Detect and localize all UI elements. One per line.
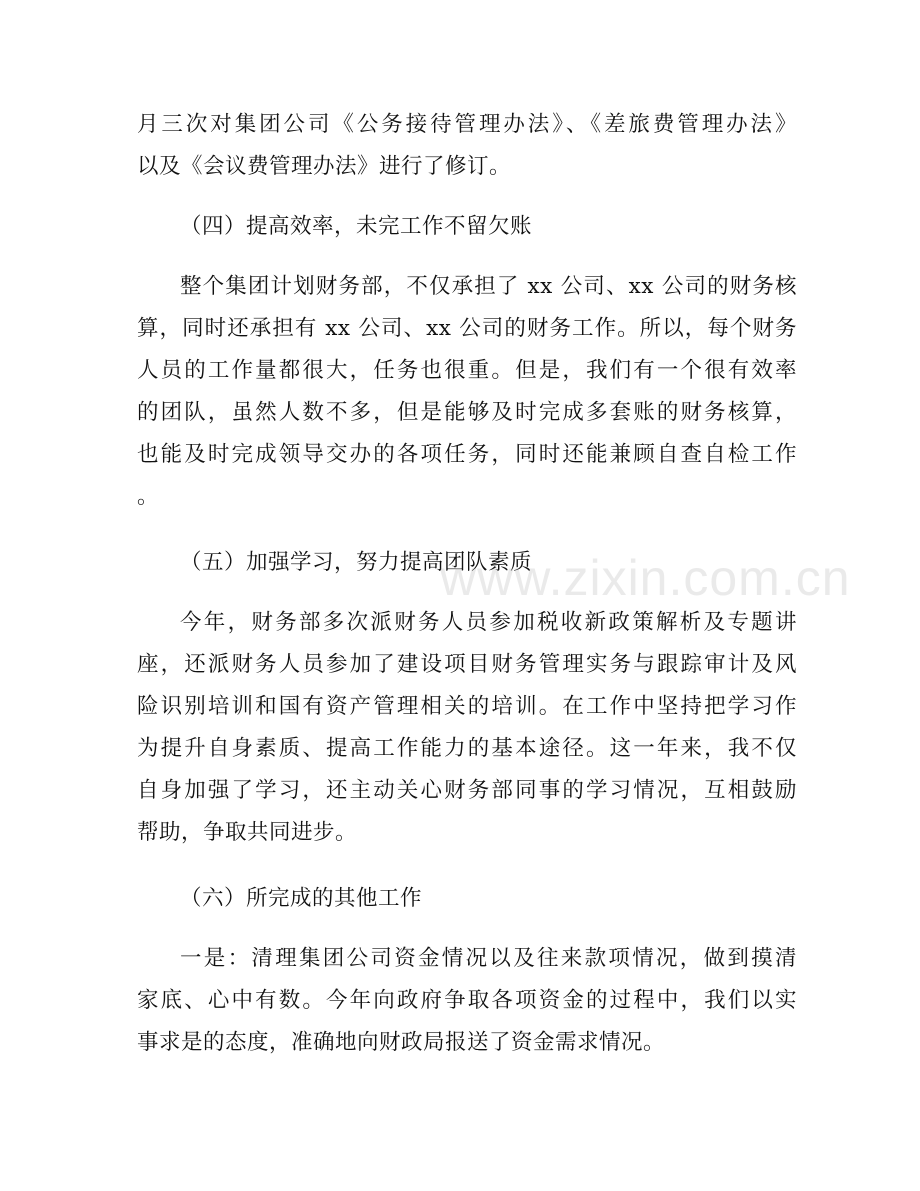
paragraph-3-line-4: 为提升自身素质、提高工作能力的基本途径。这一年来，我不仅 <box>137 736 797 761</box>
section-heading-5: （五）加强学习，努力提高团队素质 <box>180 550 533 575</box>
paragraph-2-line-2: 算，同时还承担有 xx 公司、xx 公司的财务工作。所以，每个财务 <box>137 316 797 341</box>
paragraph-4-line-2: 家底、心中有数。今年向政府争取各项资金的过程中，我们以实 <box>137 988 797 1013</box>
paragraph-3-line-6: 帮助，争取共同进步。 <box>137 820 358 845</box>
paragraph-1-line-1: 月三次对集团公司《公务接待管理办法》、《差旅费管理办法》 <box>137 112 797 137</box>
paragraph-3-line-1: 今年，财务部多次派财务人员参加税收新政策解析及专题讲 <box>180 610 797 635</box>
paragraph-2-line-3: 人员的工作量都很大，任务也很重。但是，我们有一个很有效率 <box>137 358 797 383</box>
paragraph-3-line-2: 座，还派财务人员参加了建设项目财务管理实务与跟踪审计及风 <box>137 652 797 677</box>
paragraph-2-line-4: 的团队，虽然人数不多，但是能够及时完成多套账的财务核算， <box>137 400 797 425</box>
paragraph-4-line-3: 事求是的态度，准确地向财政局报送了资金需求情况。 <box>137 1030 666 1055</box>
section-heading-4: （四）提高效率，未完工作不留欠账 <box>180 214 533 239</box>
paragraph-1-line-2: 以及《会议费管理办法》进行了修订。 <box>137 154 512 179</box>
watermark-text: www.zixin.com.cn <box>440 550 851 606</box>
paragraph-3-line-3: 险识别培训和国有资产管理相关的培训。在工作中坚持把学习作 <box>137 694 797 719</box>
paragraph-2-line-1: 整个集团计划财务部，不仅承担了 xx 公司、xx 公司的财务核 <box>180 274 797 299</box>
paragraph-3-line-5: 自身加强了学习，还主动关心财务部同事的学习情况，互相鼓励 <box>137 778 797 803</box>
paragraph-4-line-1: 一是：清理集团公司资金情况以及往来款项情况，做到摸清 <box>180 946 797 971</box>
section-heading-6: （六）所完成的其他工作 <box>180 886 423 911</box>
paragraph-2-line-5: 也能及时完成领导交办的各项任务，同时还能兼顾自查自检工作 <box>137 442 797 467</box>
paragraph-2-line-6: 。 <box>137 484 160 509</box>
